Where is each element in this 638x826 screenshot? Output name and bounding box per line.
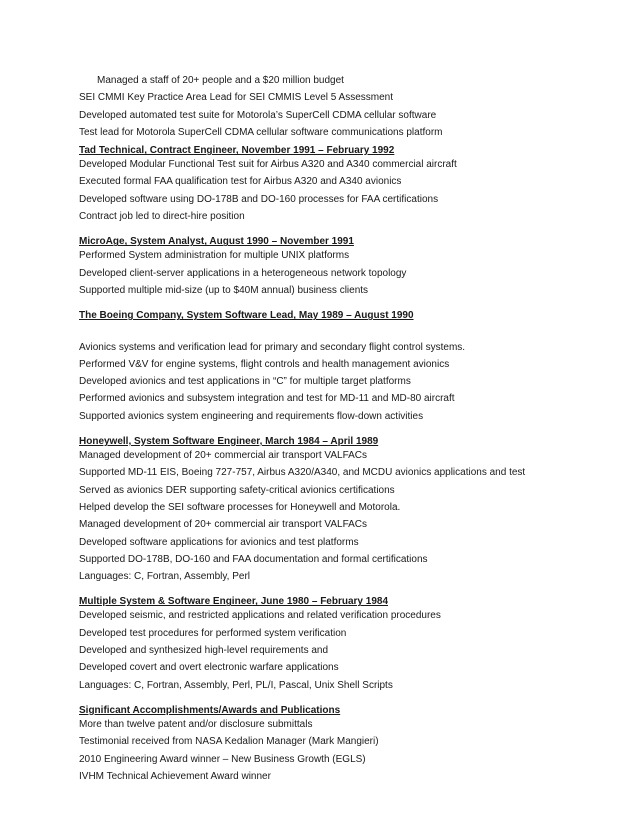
section-accomplishments xyxy=(79,705,619,785)
list-item: More than twelve patent and/or disclosure submittals xyxy=(79,718,313,730)
list-item: Developed avionics and test applications in “C” for multiple target platforms xyxy=(79,376,411,388)
list-item: Served as avionics DER supporting safety-critical avionics certifications xyxy=(79,484,395,496)
section-multiple-system xyxy=(79,596,619,693)
intro-line-1: Managed a staff of 20+ people and a $20 million budget xyxy=(97,75,344,86)
list-item: Performed System administration for multiple UNIX platforms xyxy=(79,250,350,262)
list-item: Supported multiple mid-size (up to $40M annual) business clients xyxy=(79,284,369,296)
section-heading: Significant Accomplishments/Awards and Publications xyxy=(79,704,341,716)
intro-line-2: SEI CMMI Key Practice Area Lead for SEI CMMIS Level 5 Assessment xyxy=(79,92,394,104)
section-heading: The Boeing Company, System Software Lead, May 1989 – August 1990 xyxy=(79,310,414,322)
list-item: 2010 Engineering Award winner – New Business Growth (EGLS) xyxy=(79,753,366,765)
section-heading: MicroAge, System Analyst, August 1990 – November 1991 xyxy=(79,236,354,248)
section-heading: Multiple System & Software Engineer, June 1980 – February 1984 xyxy=(79,596,389,608)
list-item: Executed formal FAA qualification test for Airbus A320 and A340 avionics xyxy=(79,176,402,188)
list-item: Managed development of 20+ commercial air transport VALFACs xyxy=(79,450,368,462)
section-honeywell xyxy=(79,436,619,585)
list-item: Developed client-server applications in a heterogeneous network topology xyxy=(79,267,407,279)
list-item: Testimonial received from NASA Kedalion Manager (Mark Mangieri) xyxy=(79,736,379,748)
intro-block xyxy=(79,72,619,141)
section-tad-technical xyxy=(79,145,619,225)
list-item: Managed development of 20+ commercial air transport VALFACs xyxy=(79,519,368,531)
list-item: Contract job led to direct-hire position xyxy=(79,211,245,223)
list-item: Avionics systems and verification lead for primary and secondary flight control systems. xyxy=(79,341,466,353)
section-heading: Tad Technical, Contract Engineer, November 1991 – February 1992 xyxy=(79,145,395,157)
list-item: Languages: C, Fortran, Assembly, Perl, PL/I, Pascal, Unix Shell Scripts xyxy=(79,679,393,691)
list-item: Developed covert and overt electronic warfare applications xyxy=(79,662,339,674)
resume-page xyxy=(79,72,619,785)
list-item: Helped develop the SEI software processes for Honeywell and Motorola. xyxy=(79,501,401,513)
section-heading: Honeywell, System Software Engineer, March 1984 – April 1989 xyxy=(79,436,379,448)
list-item: Developed seismic, and restricted applications and related verification procedures xyxy=(79,610,441,622)
list-item: Developed software applications for avionics and test platforms xyxy=(79,536,359,548)
list-item: Developed test procedures for performed system verification xyxy=(79,627,347,639)
list-item: Developed Modular Functional Test suit for Airbus A320 and A340 commercial aircraft xyxy=(79,159,457,171)
list-item: Developed and synthesized high-level requirements and xyxy=(79,645,329,657)
list-item: Supported MD-11 EIS, Boeing 727-757, Airbus A320/A340, and MCDU avionics applications and test xyxy=(79,467,526,479)
list-item: Performed avionics and subsystem integration and test for MD-11 and MD-80 aircraft xyxy=(79,393,455,405)
intro-line-3: Developed automated test suite for Motorola’s SuperCell CDMA cellular software xyxy=(79,109,437,121)
section-microage xyxy=(79,236,619,299)
list-item: Supported DO-178B, DO-160 and FAA documentation and formal certifications xyxy=(79,553,428,565)
list-item: Developed software using DO-178B and DO-160 processes for FAA certifications xyxy=(79,193,439,205)
list-item: IVHM Technical Achievement Award winner xyxy=(79,770,271,782)
list-item: Languages: C, Fortran, Assembly, Perl xyxy=(79,571,251,583)
list-item-blank xyxy=(79,321,619,338)
list-item: Supported avionics system engineering and requirements flow-down activities xyxy=(79,410,424,422)
section-boeing xyxy=(79,310,619,425)
list-item: Performed V&V for engine systems, flight controls and health management avionics xyxy=(79,358,450,370)
intro-line-4: Test lead for Motorola SuperCell CDMA cellular software communications platform xyxy=(79,126,443,138)
